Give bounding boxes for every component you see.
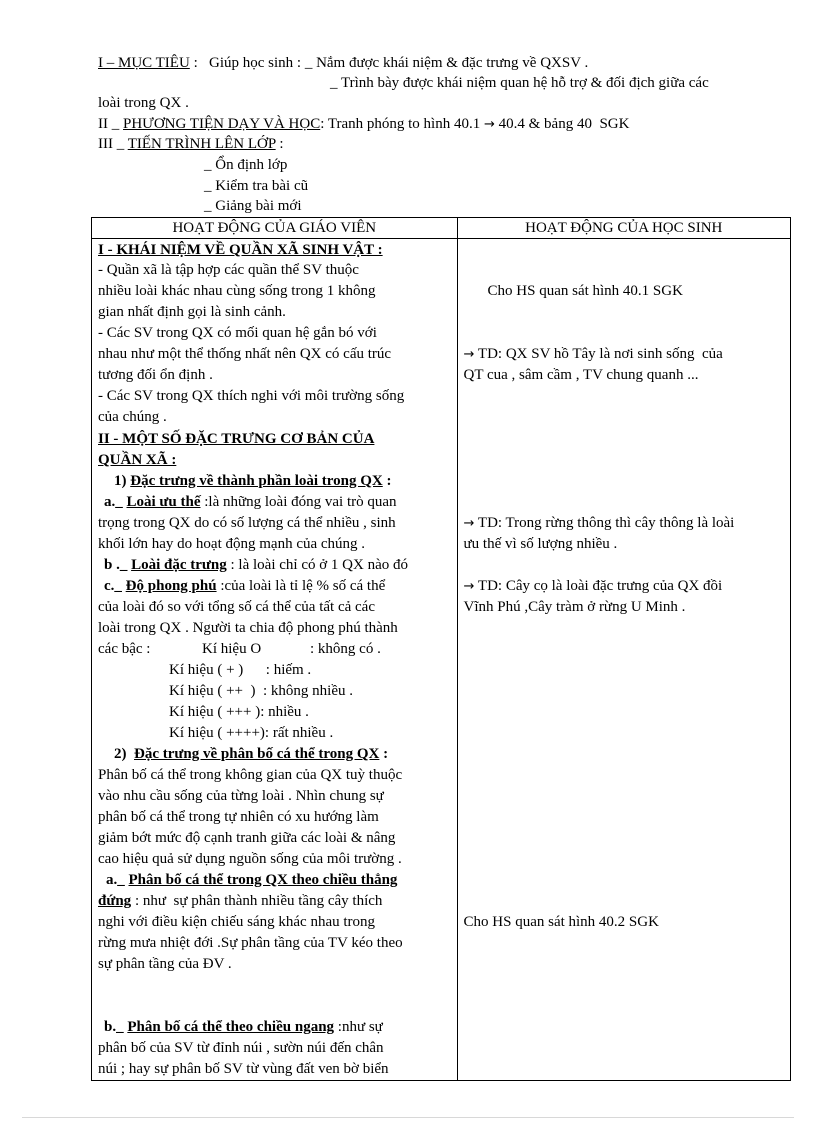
- part-2-line-4: giảm bớt mức độ cạnh tranh giữa các loài & nâng: [98, 830, 396, 846]
- symbol-line-1: Kí hiệu ( + ) : hiếm .: [169, 662, 312, 678]
- muc-tieu-line: [98, 53, 588, 73]
- s1-line-2: nhiều loài khác nhau cùng sống trong 1 không: [98, 283, 376, 299]
- item-e-text: :như sự: [334, 1019, 383, 1035]
- student-column-header: HOẠT ĐỘNG CỦA HỌC SINH: [457, 218, 790, 239]
- symbol-line-4: Kí hiệu ( ++++): rất nhiều .: [169, 725, 334, 741]
- item-e-title: Phân bố cá thể theo chiều ngang: [127, 1019, 335, 1035]
- step-3: _ Giảng bài mới: [204, 198, 302, 214]
- tien-trinh-colon: :: [275, 136, 284, 152]
- section-1-heading: I - KHÁI NIỆM VỀ QUẦN XÃ SINH VẬT :: [98, 242, 383, 258]
- student-line-2-text: TD: QX SV hồ Tây là nơi sinh sống của: [474, 346, 723, 362]
- item-b-title: Loài đặc trưng: [131, 557, 227, 573]
- item-a-title: Loài ưu thế: [126, 494, 201, 510]
- table-body-row: [92, 239, 791, 1081]
- part-2-num: 2): [114, 746, 134, 762]
- item-c-text: :của loài là tỉ lệ % số cá thể: [216, 578, 386, 594]
- item-d-line-3: nghi với điều kiện chiếu sáng khác nhau trong: [98, 914, 376, 930]
- student-line-1: Cho HS quan sát hình 40.1 SGK: [487, 283, 683, 299]
- item-a-prefix: a._: [104, 494, 127, 510]
- item-b-text: : là loài chỉ có ở 1 QX nào đó: [226, 557, 408, 573]
- item-d-line-2: [98, 891, 382, 911]
- part-2-line-2: vào nhu cầu sống của từng loài . Nhìn chung sự: [98, 788, 384, 804]
- item-e-line-2: phân bố của SV từ đỉnh núi , sườn núi đến chân: [98, 1040, 384, 1056]
- student-line-4-text: TD: Trong rừng thông thì cây thông là loài: [474, 515, 735, 531]
- phuong-tien-text-a: : Tranh phóng to hình 40.1: [320, 116, 484, 132]
- muc-tieu-line-3: loài trong QX .: [98, 95, 189, 111]
- muc-tieu-intro: Giúp học sinh : _ Nắm được khái niệm & đặc trưng về QXSV .: [208, 55, 589, 71]
- part-2-title-line: [114, 744, 388, 764]
- symbol-line-2: Kí hiệu ( ++ ) : không nhiều .: [169, 683, 353, 699]
- item-e-line-3: núi ; hay sự phân bố SV từ vùng đất ven bờ biển: [98, 1061, 389, 1077]
- s1-line-6: tương đối ổn định .: [98, 367, 213, 383]
- item-c-title: Độ phong phú: [125, 578, 217, 594]
- table-header-row: [92, 218, 791, 239]
- item-d-line: [106, 870, 397, 890]
- part-1-title-line: [114, 471, 392, 491]
- student-line-5: ưu thế vì số lượng nhiều .: [463, 536, 618, 552]
- s1-line-1: - Quần xã là tập hợp các quần thể SV thuộc: [98, 262, 359, 278]
- item-d-text: : như sự phân thành nhiều tầng cây thích: [131, 893, 383, 909]
- muc-tieu-line-2: _ Trình bày được khái niệm quan hệ hỗ trợ & đối địch giữa các: [330, 75, 709, 91]
- item-d-line-4: rừng mưa nhiệt đới .Sự phân tầng của TV kéo theo: [98, 935, 403, 951]
- part-2-line-5: cao hiệu quả sử dụng nguồn sống của môi trường .: [98, 851, 402, 867]
- arrow-icon: →: [463, 516, 475, 531]
- section-2-heading-1: II - MỘT SỐ ĐẶC TRƯNG CƠ BẢN CỦA: [98, 431, 375, 447]
- phuong-tien-label: PHƯƠNG TIỆN DẠY VÀ HỌC: [123, 116, 321, 132]
- item-e-line: [104, 1017, 383, 1037]
- item-c-line: [104, 576, 385, 596]
- item-c-line-4c: : không có .: [310, 641, 381, 657]
- item-a-line: [104, 492, 397, 512]
- part-2-line-1: Phân bố cá thể trong không gian của QX tuỳ thuộc: [98, 767, 403, 783]
- part-1-title: Đặc trưng về thành phần loài trong QX: [130, 473, 383, 489]
- student-line-4: [464, 513, 735, 534]
- part-2-line-3: phân bố cá thể trong tự nhiên có xu hướng làm: [98, 809, 379, 825]
- item-c-line-3: loài trong QX . Người ta chia độ phong phú thành: [98, 620, 398, 636]
- student-line-3: QT cua , sâm cầm , TV chung quanh ...: [463, 367, 699, 383]
- item-d-line-5: sự phân tầng của ĐV .: [98, 956, 232, 972]
- s1-line-7: - Các SV trong QX thích nghi với môi trường sống: [98, 388, 405, 404]
- phuong-tien-line: [98, 114, 629, 135]
- part-2-title: Đặc trưng về phân bố cá thể trong QX: [134, 746, 380, 762]
- item-c-prefix: c._: [104, 578, 126, 594]
- student-cell: [457, 239, 790, 1081]
- part-1-colon: :: [382, 473, 392, 489]
- s1-line-4: - Các SV trong QX có mối quan hệ gắn bó với: [98, 325, 377, 341]
- symbol-line-3: Kí hiệu ( +++ ): nhiều .: [169, 704, 309, 720]
- item-c-line-4b: Kí hiệu O: [202, 641, 262, 657]
- lesson-table: [91, 217, 791, 1081]
- item-b-line: [104, 555, 408, 575]
- section-2-heading-2: QUẦN XÃ :: [98, 452, 177, 468]
- student-line-7: Vĩnh Phú ,Cây tràm ở rừng U Minh .: [463, 599, 686, 615]
- student-line-2: [464, 344, 723, 365]
- s1-line-8: của chúng .: [98, 409, 167, 425]
- item-d-title-2: đứng: [98, 893, 132, 909]
- page-bottom-rule: [22, 1117, 794, 1118]
- arrow-icon: →: [463, 347, 475, 362]
- teacher-column-header: HOẠT ĐỘNG CỦA GIÁO VIÊN: [92, 218, 458, 239]
- step-1: _ Ổn định lớp: [204, 157, 288, 173]
- tien-trinh-prefix: III _: [98, 136, 128, 152]
- arrow-icon: →: [483, 117, 495, 132]
- student-line-6: [464, 576, 723, 597]
- item-a-line-2: trọng trong QX do có số lượng cá thể nhiều , sinh: [98, 515, 396, 531]
- item-d-title-1: Phân bố cá thể trong QX theo chiều thẳng: [128, 872, 398, 888]
- s1-line-3: gian nhất định gọi là sinh cảnh.: [98, 304, 286, 320]
- item-a-line-3: khối lớn hay do hoạt động mạnh của chúng .: [98, 536, 366, 552]
- part-2-colon: :: [379, 746, 389, 762]
- item-c-line-4a: các bậc :: [98, 641, 151, 657]
- phuong-tien-prefix: II _: [98, 116, 123, 132]
- phuong-tien-text-b: 40.4 & bảng 40 SGK: [494, 116, 630, 132]
- item-e-prefix: b._: [104, 1019, 128, 1035]
- student-line-6-text: TD: Cây cọ là loài đặc trưng của QX đồi: [474, 578, 723, 594]
- part-1-num: 1): [114, 473, 131, 489]
- step-2: _ Kiểm tra bài cũ: [204, 178, 309, 194]
- muc-tieu-label: I – MỤC TIÊU: [98, 55, 190, 71]
- student-line-8: Cho HS quan sát hình 40.2 SGK: [463, 914, 659, 930]
- s1-line-5: nhau như một thể thống nhất nên QX có cấu trúc: [98, 346, 392, 362]
- teacher-cell: [92, 239, 458, 1081]
- tien-trinh-label: TIẾN TRÌNH LÊN LỚP: [127, 136, 276, 152]
- muc-tieu-sep: :: [189, 55, 209, 71]
- item-d-prefix: a._: [106, 872, 129, 888]
- arrow-icon: →: [463, 579, 475, 594]
- item-a-text: :là những loài đóng vai trò quan: [200, 494, 397, 510]
- tien-trinh-line: [98, 134, 284, 154]
- item-b-prefix: b ._: [104, 557, 132, 573]
- item-c-line-2: của loài đó so với tổng số cá thể của tất cả các: [98, 599, 375, 615]
